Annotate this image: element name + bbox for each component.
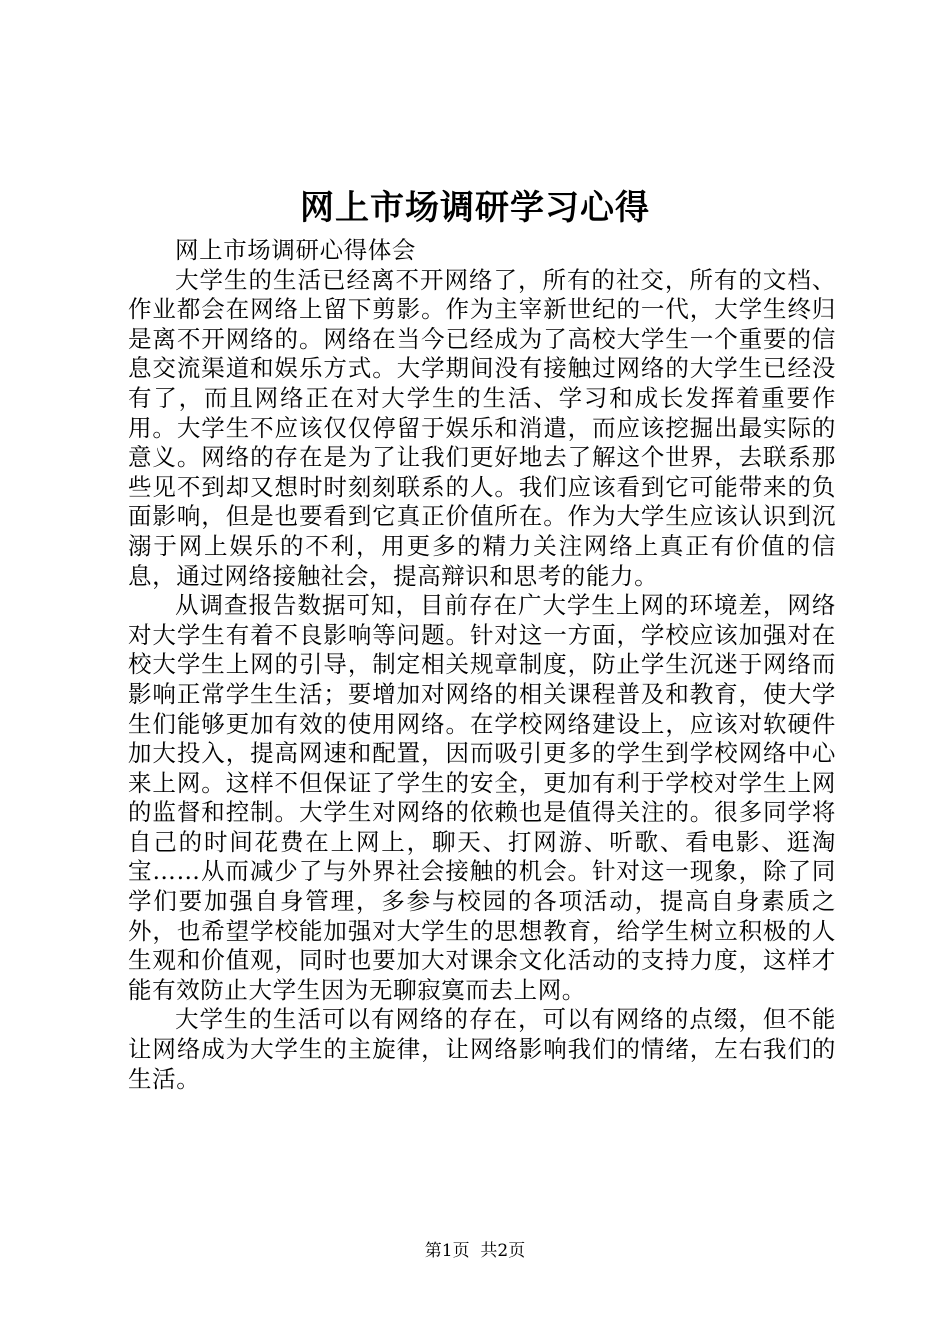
paragraph-3: 大学生的生活可以有网络的存在，可以有网络的点缀，但不能让网络成为大学生的主旋律，让网络影响我们的情绪，左右我们的生活。 — [128, 1005, 836, 1093]
page-number-footer: 第1页 共2页 — [424, 1241, 526, 1261]
document-subtitle: 网上市场调研心得体会 — [175, 236, 416, 264]
document-title: 网上市场调研学习心得 — [300, 188, 650, 228]
document-body — [128, 236, 836, 1094]
paragraph-1: 大学生的生活已经离不开网络了，所有的社交，所有的文档、作业都会在网络上留下剪影。作为主宰新世纪的一代，大学生终归是离不开网络的。网络在当今已经成为了高校大学生一个重要的信息交流渠道和娱乐方式。大学期间没有接触过网络的大学生已经没有了，而且网络正在对大学生的生活、学习和成长发挥着重要作用。大学生不应该仅仅停留于娱乐和消遣，而应该挖掘出最实际的意义。网络的存在是为了让我们更好地去了解这个世界，去联系那些见不到却又想时时刻刻联系的人。我们应该看到它可能带来的负面影响，但是也要看到它真正价值所在。作为大学生应该认识到沉溺于网上娱乐的不利，用更多的精力关注网络上真正有价值的信息，通过网络接触社会，提高辩识和思考的能力。 — [128, 265, 836, 590]
paragraph-2: 从调查报告数据可知，目前存在广大学生上网的环境差，网络对大学生有着不良影响等问题。针对这一方面，学校应该加强对在校大学生上网的引导，制定相关规章制度，防止学生沉迷于网络而影响正常学生生活；要增加对网络的相关课程普及和教育，使大学生们能够更加有效的使用网络。在学校网络建设上，应该对软硬件加大投入，提高网速和配置，因而吸引更多的学生到学校网络中心来上网。这样不但保证了学生的安全，更加有利于学校对学生上网的监督和控制。大学生对网络的依赖也是值得关注的。很多同学将自己的时间花费在上网上，聊天、打网游、听歌、看电影、逛淘宝……从而减少了与外界社会接触的机会。针对这一现象，除了同学们要加强自身管理，多参与校园的各项活动，提高自身素质之外，也希望学校能加强对大学生的思想教育，给学生树立积极的人生观和价值观，同时也要加大对课余文化活动的支持力度，这样才能有效防止大学生因为无聊寂寞而去上网。 — [128, 591, 836, 1004]
